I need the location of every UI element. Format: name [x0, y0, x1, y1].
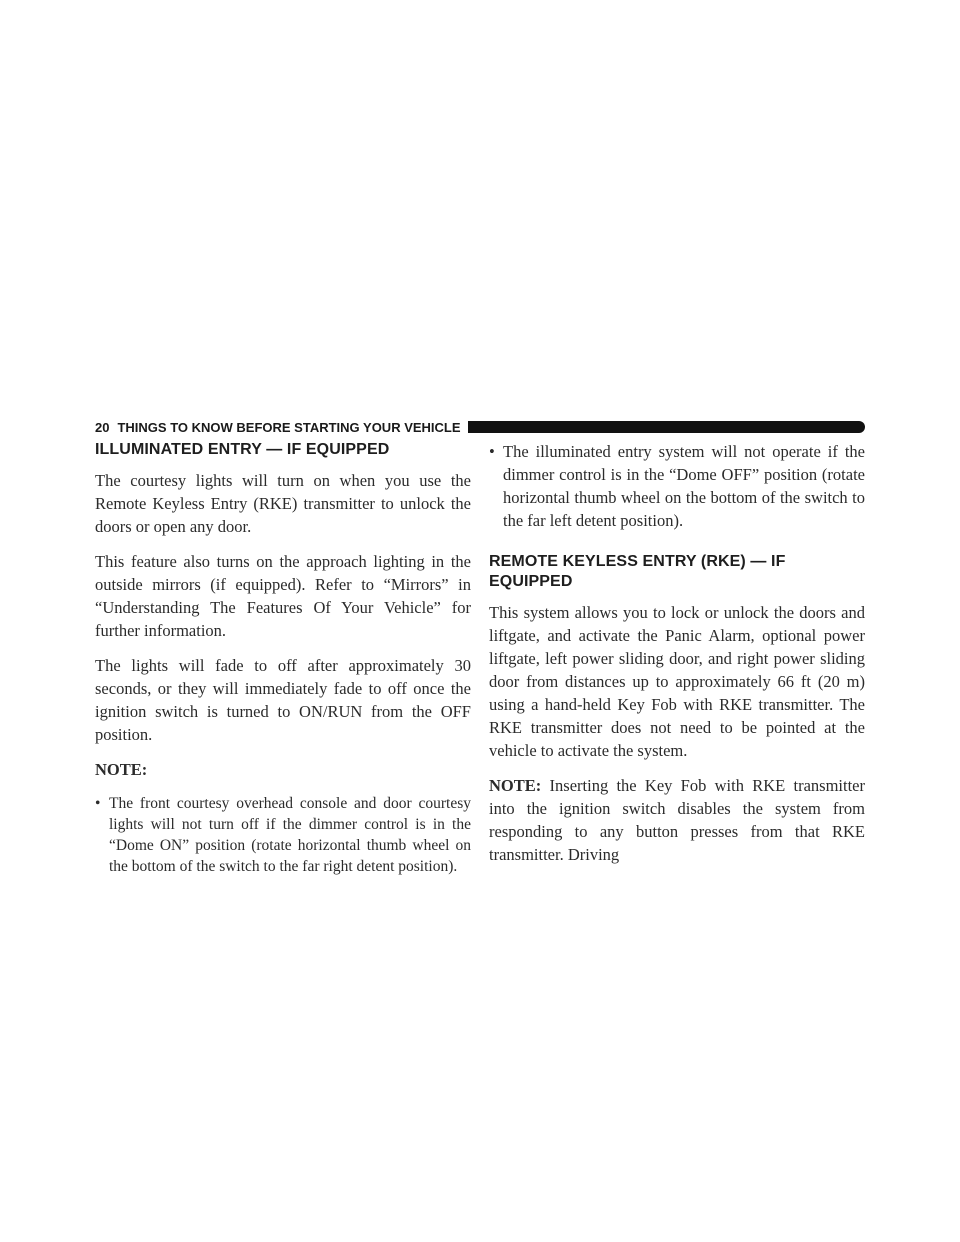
page-header — [95, 419, 865, 435]
note-text: Inserting the Key Fob with RKE transmitter into the ignition switch disables the system from responding to any button presses from that RKE transmitter. Driving — [489, 776, 865, 864]
header-rule-bar — [468, 421, 865, 433]
bullet-text: The front courtesy overhead console and door courtesy lights will not turn off if the dimmer control is in the “Dome ON” position (rotate horizontal thumb wheel on the bottom of the switch to the far right detent position). — [109, 795, 471, 875]
note-label — [95, 758, 471, 781]
note-label-text: NOTE: — [95, 760, 148, 779]
left-column — [95, 440, 471, 891]
heading-remote-keyless-entry: REMOTE KEYLESS ENTRY (RKE) — IF EQUIPPED — [489, 553, 786, 590]
paragraph-rke-note — [489, 774, 865, 866]
right-column — [489, 440, 865, 878]
paragraph-approach-lighting: This feature also turns on the approach lighting in the outside mirrors (if equipped). Refer to “Mirrors” in “Understanding The Features Of Your Vehicle” for further information. — [95, 552, 471, 640]
note-bullet-list — [95, 793, 471, 877]
list-item — [489, 440, 865, 532]
paragraph-rke-system: This system allows you to lock or unlock the doors and liftgate, and activate the Panic Alarm, optional power liftgate, left power sliding door, and right power sliding door from distances up to approximately 66 ft (20 m) using a hand-held Key Fob with RKE transmitter. The RKE transmitter does not need to be pointed at the vehicle to activate the system. — [489, 603, 865, 760]
bullet-icon: • — [95, 795, 101, 812]
paragraph-fade-off: The lights will fade to off after approximately 30 seconds, or they will immediately fade to off once the ignition switch is turned to ON/RUN from the OFF position. — [95, 656, 471, 744]
bullet-text: The illuminated entry system will not operate if the dimmer control is in the “Dome OFF” position (rotate horizontal thumb wheel on the bottom of the switch to the far left detent position). — [503, 442, 865, 530]
note-label-text: NOTE: — [489, 776, 542, 795]
paragraph-courtesy-lights: The courtesy lights will turn on when you use the Remote Keyless Entry (RKE) transmitter to unlock the doors or open any door. — [95, 471, 471, 536]
list-item — [95, 793, 471, 877]
page-number: 20 — [95, 419, 110, 435]
heading-illuminated-entry: ILLUMINATED ENTRY — IF EQUIPPED — [95, 441, 390, 458]
section-title: THINGS TO KNOW BEFORE STARTING YOUR VEHICLE — [117, 419, 461, 435]
bullet-icon: • — [489, 442, 495, 461]
note-bullet-list-continued — [489, 440, 865, 532]
